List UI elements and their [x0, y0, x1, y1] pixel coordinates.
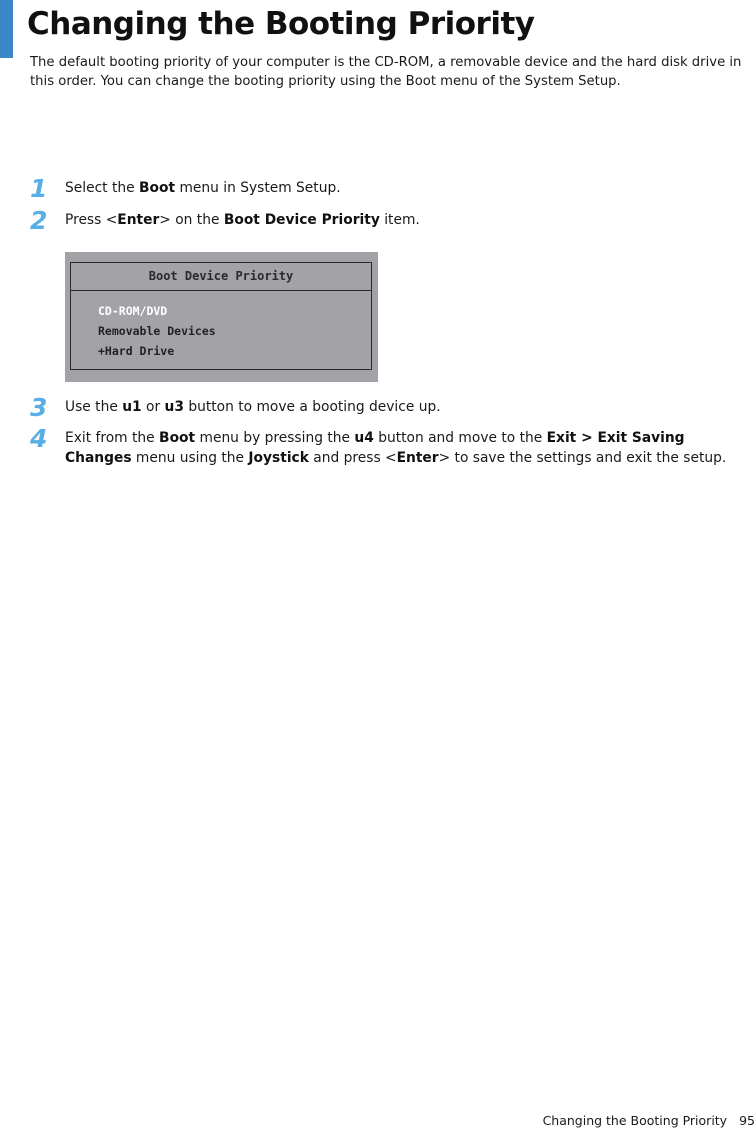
step-text: Press <Enter> on the Boot Device Priority item. [65, 212, 420, 228]
section-tab-marker [0, 0, 13, 58]
step-text: Exit from the Boot menu by pressing the u4 button and move to the Exit > Exit Saving Changes menu using the Joystick and press <Enter> to save the settings and exit the setup. [65, 430, 727, 466]
intro-paragraph: The default booting priority of your computer is the CD-ROM, a removable device and the hard disk drive in this order. You can change the booting priority using the Boot menu of the System Setup. [30, 55, 742, 89]
bios-panel-title: Boot Device Priority [71, 263, 371, 291]
boot-device-item: +Hard Drive [98, 344, 175, 358]
step-text: Use the u1 or u3 button to move a booting device up. [65, 399, 441, 415]
page-number: 95 [739, 1113, 755, 1128]
boot-device-list [71, 291, 371, 361]
footer-section-title: Changing the Booting Priority [542, 1113, 728, 1128]
step-number: 4 [30, 424, 48, 453]
step-text: Select the Boot menu in System Setup. [65, 180, 341, 196]
page-footer [543, 1113, 755, 1128]
boot-device-item: CD-ROM/DVD [98, 304, 168, 318]
bios-panel [70, 262, 372, 370]
step-number: 2 [30, 206, 48, 235]
page-title: Changing the Booting Priority [27, 6, 535, 42]
step-number: 3 [30, 393, 48, 422]
boot-device-priority-screenshot [65, 252, 378, 382]
step-number: 1 [30, 174, 48, 203]
boot-device-item: Removable Devices [98, 324, 216, 338]
